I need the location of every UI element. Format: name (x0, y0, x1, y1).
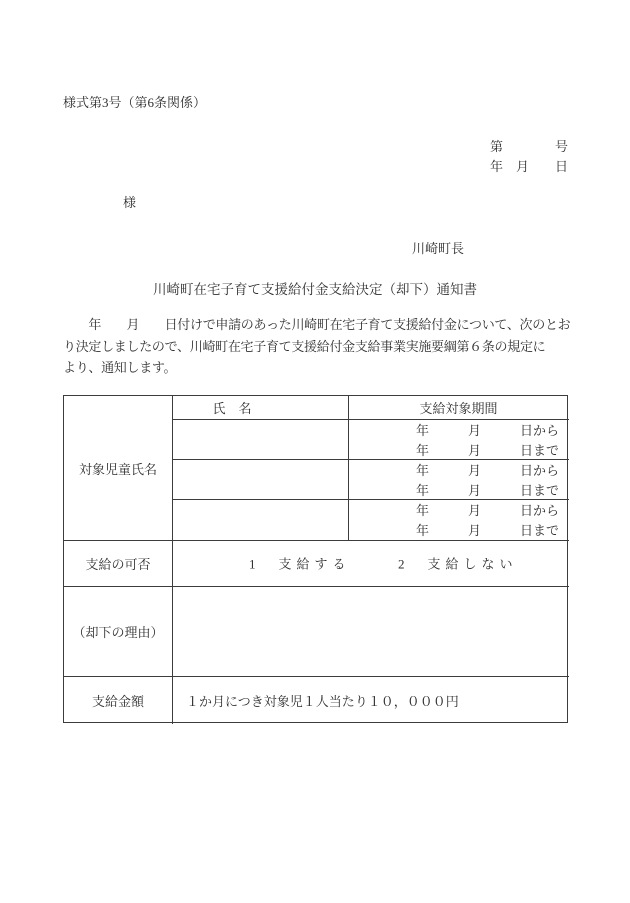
document-title: 川崎町在宅子育て支援給付金支給決定（却下）通知書 (153, 282, 477, 297)
period-from-cell (348, 419, 569, 439)
period-from-cell (348, 459, 569, 479)
issue-number-line: 第 号 (489, 139, 568, 154)
period-to-text: 年 月 日まで (416, 442, 560, 458)
period-to-cell (348, 519, 569, 539)
decision-row-label: 支給の可否 (85, 556, 151, 572)
decision-option-deny: 2 支給しない (398, 556, 518, 572)
body-line: 年 月 日付けで申請のあった川崎町在宅子育て支援給付金について、次のとお (63, 317, 571, 332)
decision-option-grant: 1 支給する (249, 556, 351, 572)
period-from-text: 年 月 日から (416, 502, 560, 518)
body-line: より、通知します。 (63, 360, 177, 375)
rejection-reason-row-label: （却下の理由） (72, 624, 164, 640)
child-name-cell (172, 419, 348, 459)
amount-row-label: 支給金額 (91, 693, 144, 709)
period-from-cell (348, 499, 569, 519)
period-from-text: 年 月 日から (416, 422, 560, 438)
period-to-cell (348, 439, 569, 459)
addressee-honorific: 様 (123, 195, 137, 210)
period-to-text: 年 月 日まで (416, 522, 560, 538)
decision-table (63, 395, 568, 723)
amount-cell: １か月につき対象児１人当たり１０，０００円 (186, 693, 459, 709)
period-column-header: 支給対象期間 (419, 401, 498, 416)
issue-number-block (490, 137, 568, 176)
period-from-text: 年 月 日から (416, 462, 560, 478)
body-line: り決定しましたので、川崎町在宅子育て支援給付金支給事業実施要綱第６条の規定に (63, 338, 546, 354)
period-to-text: 年 月 日まで (416, 482, 560, 498)
name-column-header: 氏 名 (212, 401, 252, 416)
decision-options-cell (172, 540, 569, 586)
sender-title: 川崎町長 (412, 241, 465, 256)
form-number: 様式第3号（第6条関係） (63, 95, 207, 110)
child-name-cell (172, 499, 348, 540)
child-name-row-label: 対象児童氏名 (78, 461, 157, 477)
body-paragraph (63, 314, 583, 379)
issue-date-line: 年 月 日 (489, 158, 568, 174)
period-to-cell (348, 479, 569, 499)
rejection-reason-cell (172, 586, 569, 676)
child-name-cell (172, 459, 348, 499)
